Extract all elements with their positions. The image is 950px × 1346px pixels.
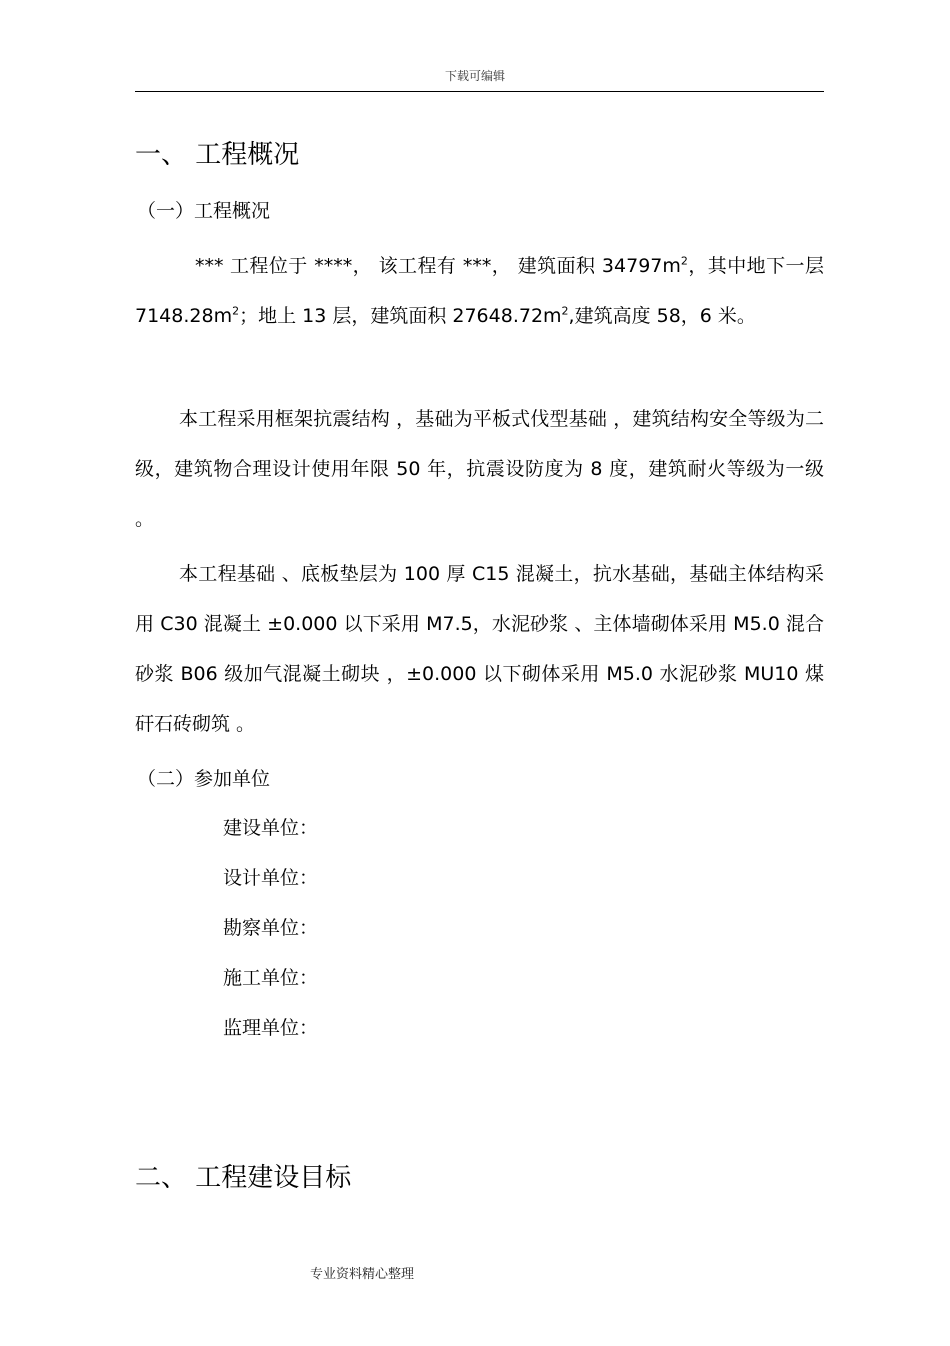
- paragraph-materials: 本工程基础 、底板垫层为 100 厚 C15 混凝土，抗水基础，基础主体结构采用 C30 混凝土 ±0.000 以下采用 M7.5，水泥砂浆 、主体墙砌体采用 M5.0 混合砂浆 B06 级加气混凝土砌块 ，±0.000 以下砌体采用 M5.0 水泥砂浆 MU10 煤矸石砖砌筑 。: [135, 563, 824, 735]
- paragraph-text: ；地上 13 层，建筑面积 27648.72m: [239, 305, 562, 327]
- superscript: 2: [680, 254, 688, 268]
- paragraph-text: *** 工程位于 ****， 该工程有 ***， 建筑面积 34797m: [195, 255, 681, 277]
- paragraph-project-overview: [135, 241, 824, 341]
- page-header: 下载可编辑: [444, 69, 505, 83]
- paragraph-structure: 本工程采用框架抗震结构 ，基础为平板式伐型基础 ，建筑结构安全等级为二级，建筑物合理设计使用年限 50 年，抗震设防度为 8 度，建筑耐火等级为一级 。: [135, 408, 824, 530]
- paragraph-text: ，其中地下一层 7148.28m: [135, 255, 824, 327]
- unit-survey: 勘察单位：: [223, 917, 319, 939]
- section-title-goals: 二、 工程建设目标: [135, 1163, 352, 1193]
- superscript: 2: [232, 304, 240, 318]
- header-rule: [135, 91, 824, 92]
- unit-construction: 建设单位：: [223, 817, 319, 839]
- paragraph-text: ,建筑高度 58，6 米。: [568, 305, 756, 327]
- unit-contractor: 施工单位：: [223, 967, 319, 989]
- subsection-title-overview: （一）工程概况: [137, 200, 271, 222]
- page-footer: 专业资料精心整理: [310, 1267, 415, 1282]
- superscript: 2: [561, 304, 569, 318]
- section-title-overview: 一、 工程概况: [135, 140, 300, 170]
- unit-design: 设计单位：: [223, 867, 319, 889]
- subsection-title-participants: （二）参加单位: [137, 768, 271, 790]
- unit-supervision: 监理单位：: [223, 1017, 319, 1039]
